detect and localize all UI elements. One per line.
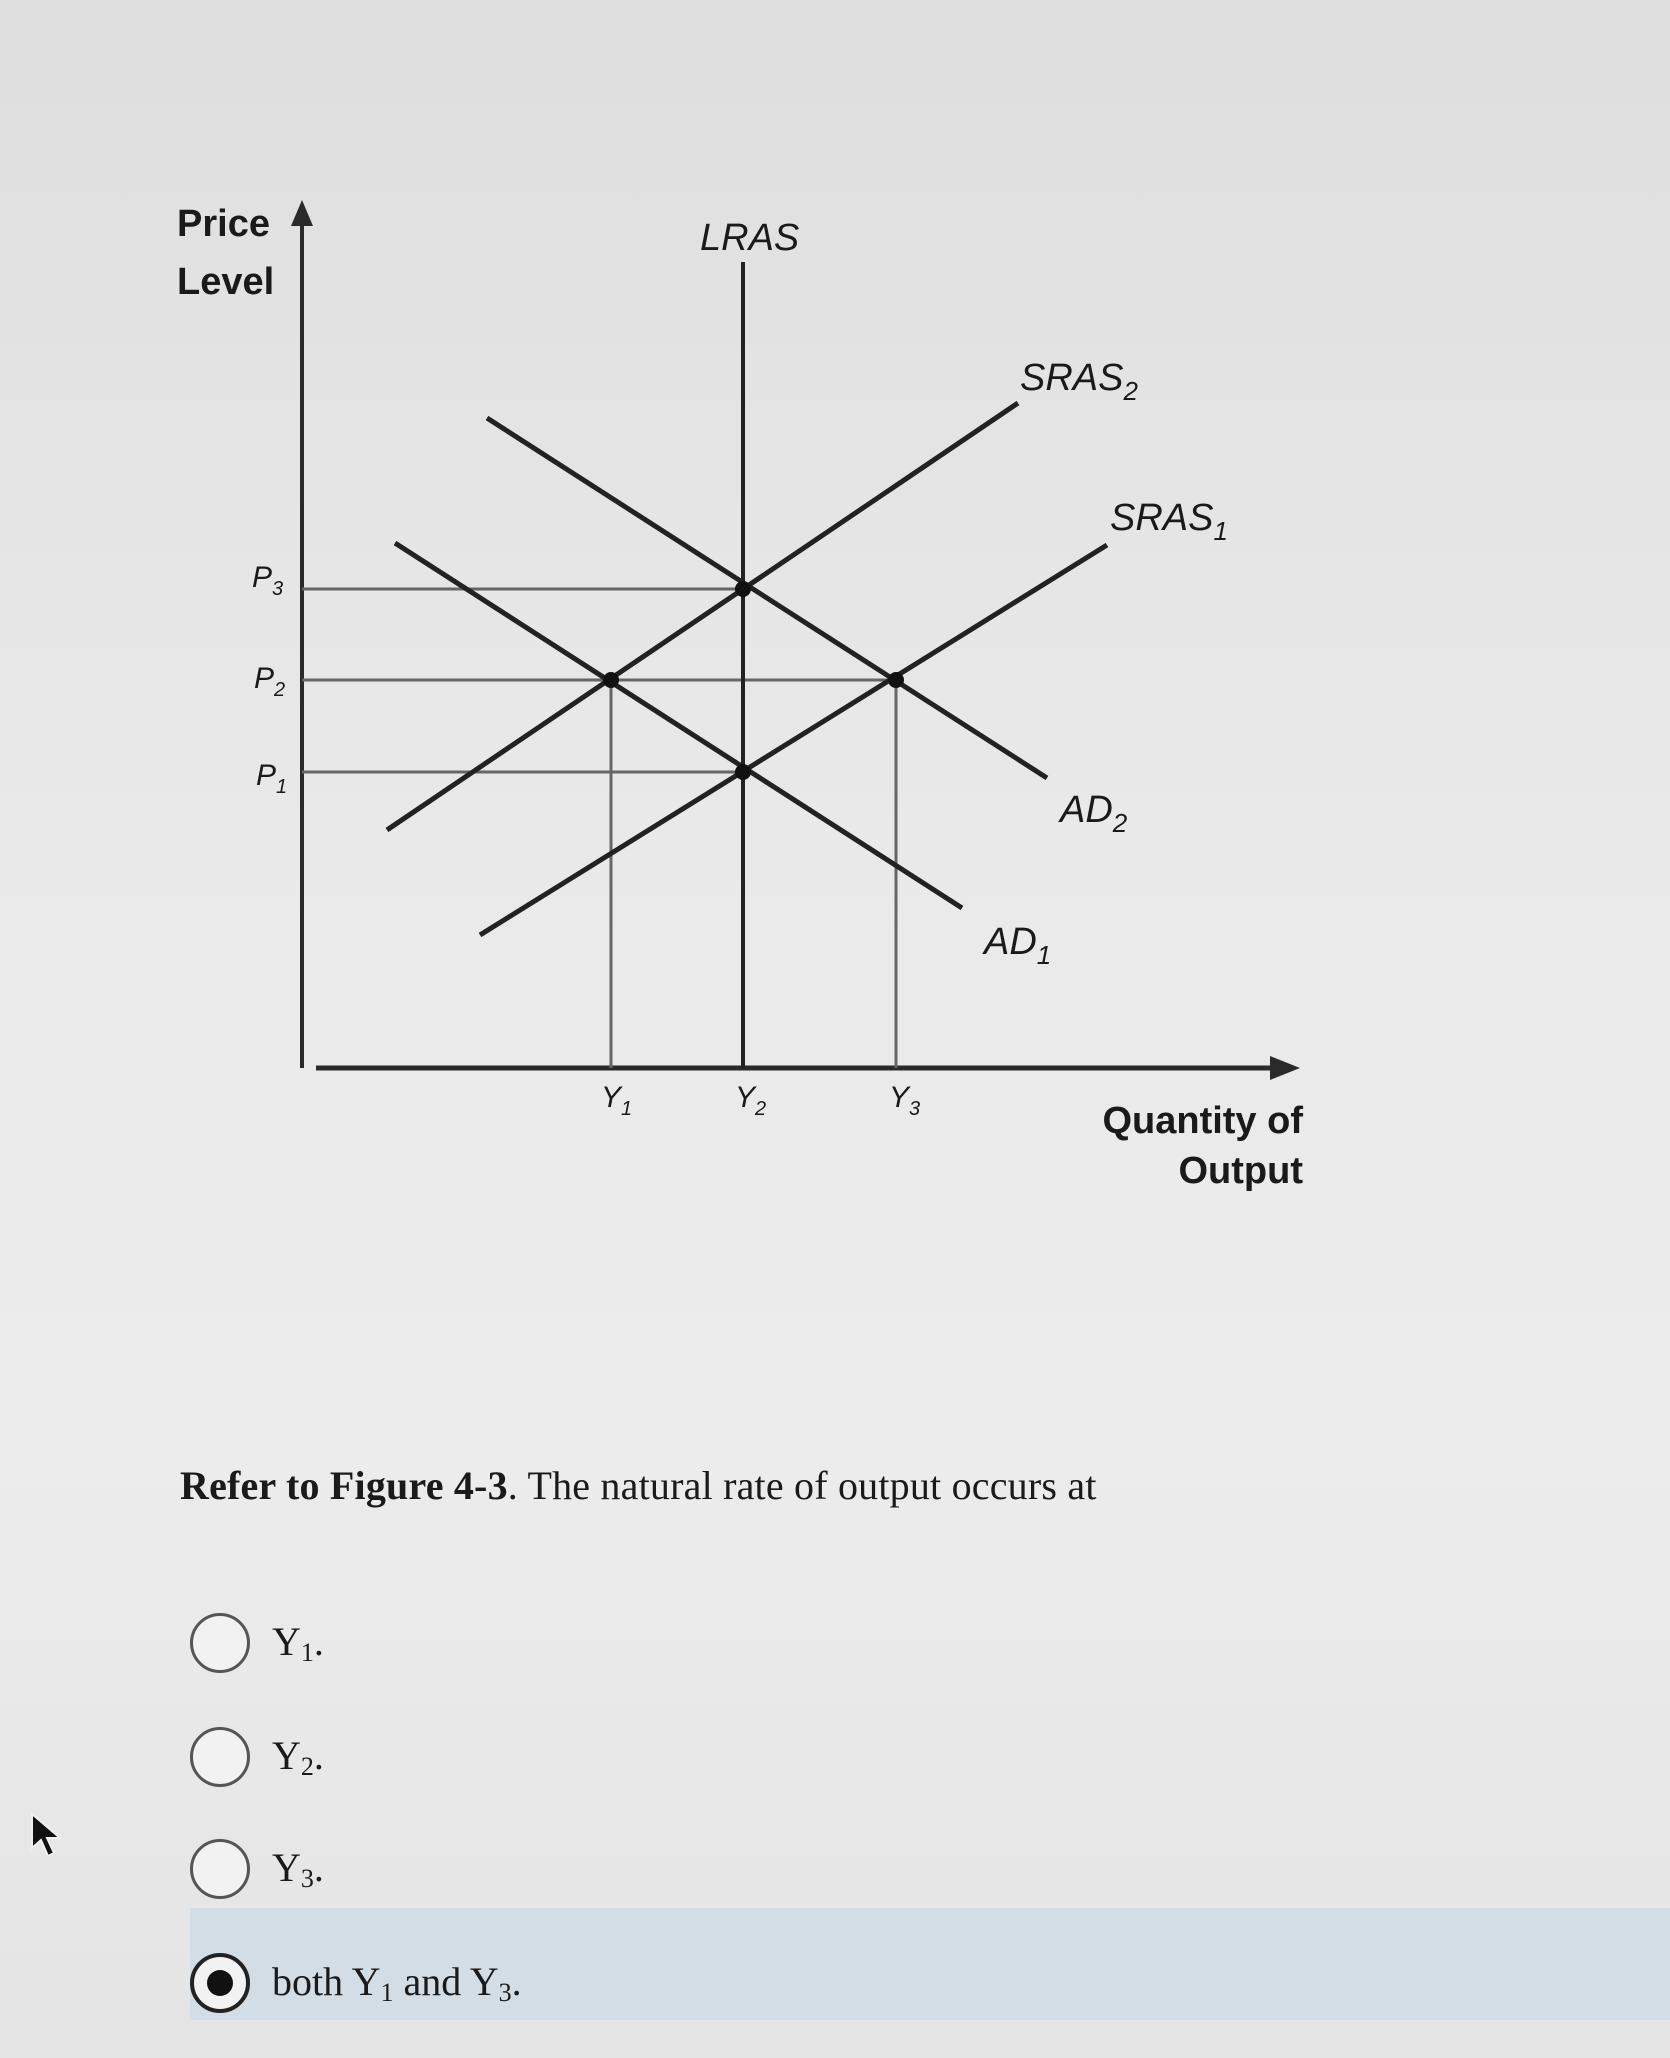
question-body: . The natural rate of output occurs at xyxy=(507,1463,1097,1508)
mouse-pointer-icon xyxy=(30,1812,70,1862)
sras1-label: $SRAS_1$ xyxy=(1110,497,1228,546)
x-axis-label-line1: Quantity of xyxy=(1102,1100,1303,1142)
radio-button-y3[interactable] xyxy=(190,1839,250,1899)
p2-label: $P_2$ xyxy=(254,662,286,701)
equilibrium-point-p3 xyxy=(735,581,751,597)
answer-option-label: $Y_1$. xyxy=(272,1619,324,1667)
x-axis-label-line2: Output xyxy=(1178,1150,1303,1192)
radio-button-y1[interactable] xyxy=(190,1613,250,1673)
question-figure-ref: Refer to Figure 4-3 xyxy=(180,1463,508,1508)
sras2-line xyxy=(387,403,1018,830)
p3-label: $P_3$ xyxy=(252,561,284,600)
equilibrium-point-p2-y1 xyxy=(603,672,619,688)
p1-label: $P_1$ xyxy=(256,759,288,798)
lras-label: LRAS xyxy=(700,217,800,259)
y2-label: $Y_2$ xyxy=(735,1081,767,1120)
answer-option-label: $Y_3$. xyxy=(272,1845,324,1893)
y-axis-label-line1: Price xyxy=(177,203,270,245)
question-text xyxy=(180,1462,1097,1509)
ad2-label: $AD_2$ xyxy=(1060,789,1128,838)
y3-label: $Y_3$ xyxy=(889,1081,921,1120)
ad2-line xyxy=(487,418,1047,778)
answer-option-both-y1-y3[interactable] xyxy=(190,1938,522,2028)
answer-option-label: both $Y_1$ and $Y_3$. xyxy=(272,1959,522,2007)
x-axis-arrow-icon xyxy=(1270,1056,1300,1080)
y-axis-arrow-icon xyxy=(291,200,313,226)
sras2-label: $SRAS_2$ xyxy=(1020,357,1138,406)
answer-option-y3[interactable] xyxy=(190,1824,324,1914)
radio-button-y2[interactable] xyxy=(190,1727,250,1787)
answer-option-y2[interactable] xyxy=(190,1712,324,1802)
y1-label: $Y_1$ xyxy=(601,1081,633,1120)
answer-option-y1[interactable] xyxy=(190,1598,324,1688)
answer-option-label: $Y_2$. xyxy=(272,1733,324,1781)
ad1-line xyxy=(395,543,962,908)
radio-selected-dot-icon xyxy=(207,1970,233,1996)
y-axis-label-line2: Level xyxy=(177,261,275,303)
equilibrium-point-p1 xyxy=(735,764,751,780)
sras1-line xyxy=(480,545,1107,935)
equilibrium-point-p2-y3 xyxy=(888,672,904,688)
radio-button-both-selected[interactable] xyxy=(190,1953,250,2013)
ad1-label: $AD_1$ xyxy=(984,921,1052,970)
